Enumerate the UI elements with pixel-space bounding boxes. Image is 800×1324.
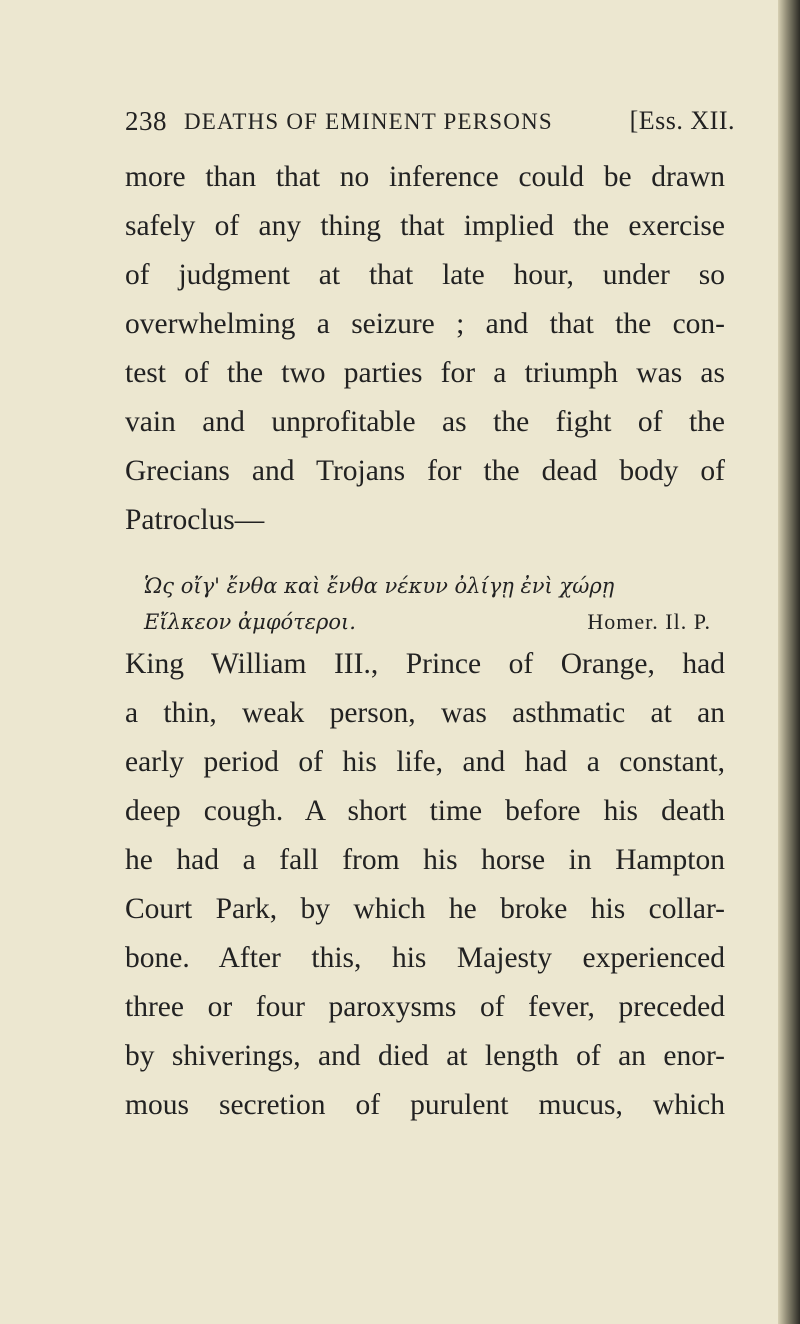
text-line: overwhelming a seizure ; and that the con-	[125, 308, 725, 340]
running-head	[125, 100, 735, 140]
text-line: mous secretion of purulent mucus, which	[125, 1089, 725, 1121]
text-line: test of the two parties for a triumph was as	[125, 357, 725, 389]
text-line: three or four paroxysms of fever, preceded	[125, 991, 725, 1023]
text-line: he had a fall from his horse in Hampton	[125, 844, 725, 876]
paragraph-1	[125, 153, 725, 545]
greek-quotation	[124, 568, 724, 640]
text-line: Grecians and Trojans for the dead body of	[125, 455, 725, 487]
running-title: DEATHS OF EMINENT PERSONS	[184, 109, 553, 134]
page-number: 238	[125, 106, 167, 136]
text-line: King William III., Prince of Orange, had	[125, 648, 725, 680]
quote-citation: Homer. Il. P.	[587, 609, 711, 634]
quote-line: Ὡς οἴγ' ἔνθα καὶ ἔνθα νέκυν ὀλίγῃ ἐνὶ χώρῃ	[144, 574, 615, 598]
text-line: more than that no inference could be drawn	[125, 161, 725, 193]
text-line: a thin, weak person, was asthmatic at an	[125, 697, 725, 729]
text-line: early period of his life, and had a constant,	[125, 746, 725, 778]
quote-line	[124, 604, 724, 640]
text-line: of judgment at that late hour, under so	[125, 259, 725, 291]
text-line: Patroclus—	[125, 504, 265, 536]
paragraph-2	[125, 640, 725, 1130]
text-line: by shiverings, and died at length of an enor-	[125, 1040, 725, 1072]
text-line: safely of any thing that implied the exercise	[125, 210, 725, 242]
text-line: Court Park, by which he broke his collar-	[125, 893, 725, 925]
text-line: bone. After this, his Majesty experienced	[125, 942, 725, 974]
text-line: vain and unprofitable as the fight of the	[125, 406, 725, 438]
quote-text: Εἴλκεον ἀμφότεροι.	[144, 610, 356, 634]
text-line: deep cough. A short time before his death	[125, 795, 725, 827]
essay-section-marker: [Ess. XII.	[629, 106, 735, 135]
page-binding-edge	[778, 0, 800, 1324]
